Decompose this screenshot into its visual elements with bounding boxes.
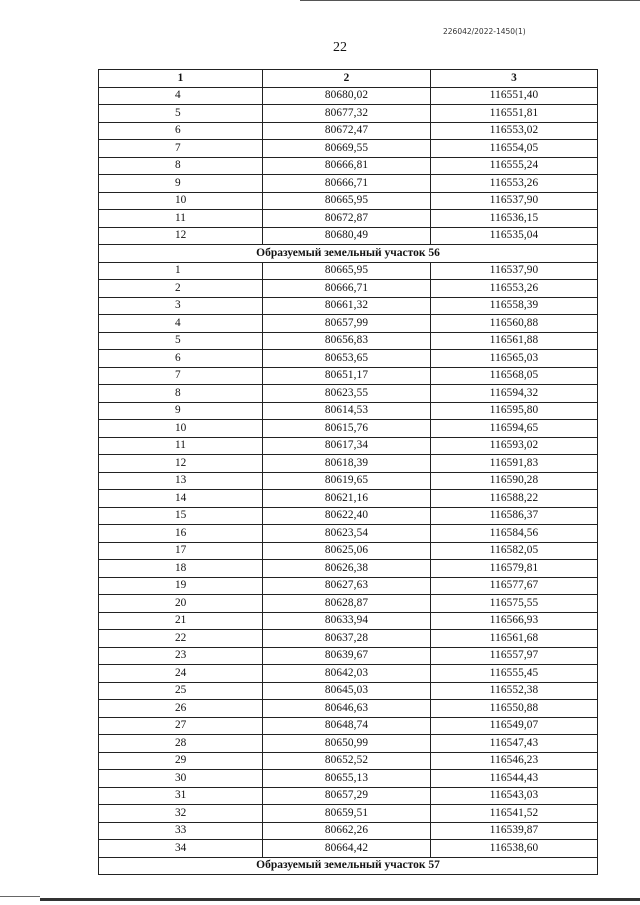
table-row [99,262,598,280]
point-number-cell: 3 [99,297,263,315]
x-coordinate-cell: 80666,81 [263,157,431,175]
table-row [99,332,598,350]
point-number-cell: 6 [99,122,263,140]
y-coordinate-cell: 116544,43 [431,770,598,788]
point-number-cell: 14 [99,490,263,508]
point-number-cell: 7 [99,140,263,158]
x-coordinate-cell: 80665,95 [263,192,431,210]
x-coordinate-cell: 80623,55 [263,385,431,403]
table-row [99,472,598,490]
x-coordinate-cell: 80677,32 [263,105,431,123]
y-coordinate-cell: 116537,90 [431,262,598,280]
y-coordinate-cell: 116553,26 [431,280,598,298]
y-coordinate-cell: 116553,02 [431,122,598,140]
x-coordinate-cell: 80633,94 [263,612,431,630]
y-coordinate-cell: 116568,05 [431,367,598,385]
x-coordinate-cell: 80627,63 [263,577,431,595]
point-number-cell: 32 [99,805,263,823]
x-coordinate-cell: 80621,16 [263,490,431,508]
x-coordinate-cell: 80623,54 [263,525,431,543]
point-number-cell: 5 [99,105,263,123]
y-coordinate-cell: 116541,52 [431,805,598,823]
point-number-cell: 15 [99,507,263,525]
table-row [99,280,598,298]
table-row [99,525,598,543]
y-coordinate-cell: 116594,32 [431,385,598,403]
x-coordinate-cell: 80672,87 [263,210,431,228]
table-row [99,210,598,228]
x-coordinate-cell: 80661,32 [263,297,431,315]
y-coordinate-cell: 116575,55 [431,595,598,613]
section-title-57: Образуемый земельный участок 57 [99,857,598,875]
point-number-cell: 21 [99,612,263,630]
table-row [99,665,598,683]
x-coordinate-cell: 80680,49 [263,227,431,245]
section-row [99,857,598,875]
table-row [99,840,598,858]
y-coordinate-cell: 116595,80 [431,402,598,420]
table-row [99,175,598,193]
x-coordinate-cell: 80615,76 [263,420,431,438]
point-number-cell: 1 [99,262,263,280]
x-coordinate-cell: 80651,17 [263,367,431,385]
x-coordinate-cell: 80655,13 [263,770,431,788]
table-row [99,630,598,648]
rows-group-b [99,262,598,857]
table-row [99,770,598,788]
point-number-cell: 17 [99,542,263,560]
x-coordinate-cell: 80657,99 [263,315,431,333]
point-number-cell: 29 [99,752,263,770]
table-row [99,157,598,175]
table-row [99,647,598,665]
y-coordinate-cell: 116566,93 [431,612,598,630]
section-title-56: Образуемый земельный участок 56 [99,245,598,263]
y-coordinate-cell: 116557,97 [431,647,598,665]
x-coordinate-cell: 80642,03 [263,665,431,683]
table-row [99,420,598,438]
point-number-cell: 16 [99,525,263,543]
point-number-cell: 25 [99,682,263,700]
table-row [99,700,598,718]
point-number-cell: 18 [99,560,263,578]
y-coordinate-cell: 116588,22 [431,490,598,508]
y-coordinate-cell: 116561,88 [431,332,598,350]
x-coordinate-cell: 80680,02 [263,87,431,105]
bottom-edge-rule-thin [0,896,40,897]
point-number-cell: 26 [99,700,263,718]
y-coordinate-cell: 116553,26 [431,175,598,193]
y-coordinate-cell: 116551,81 [431,105,598,123]
point-number-cell: 23 [99,647,263,665]
y-coordinate-cell: 116537,90 [431,192,598,210]
table-row [99,105,598,123]
section-header-57-group [99,857,598,875]
point-number-cell: 9 [99,402,263,420]
y-coordinate-cell: 116590,28 [431,472,598,490]
table-row [99,437,598,455]
table-row [99,542,598,560]
point-number-cell: 4 [99,87,263,105]
point-number-cell: 20 [99,595,263,613]
point-number-cell: 33 [99,822,263,840]
table-row [99,122,598,140]
y-coordinate-cell: 116549,07 [431,717,598,735]
table-row [99,315,598,333]
point-number-cell: 8 [99,385,263,403]
y-coordinate-cell: 116552,38 [431,682,598,700]
point-number-cell: 2 [99,280,263,298]
x-coordinate-cell: 80657,29 [263,787,431,805]
page-number: 22 [333,40,347,55]
x-coordinate-cell: 80625,06 [263,542,431,560]
y-coordinate-cell: 116535,04 [431,227,598,245]
rows-group-a [99,87,598,245]
y-coordinate-cell: 116555,24 [431,157,598,175]
table-row [99,717,598,735]
x-coordinate-cell: 80622,40 [263,507,431,525]
table-row [99,140,598,158]
x-coordinate-cell: 80614,53 [263,402,431,420]
x-coordinate-cell: 80672,47 [263,122,431,140]
point-number-cell: 10 [99,420,263,438]
y-coordinate-cell: 116577,67 [431,577,598,595]
y-coordinate-cell: 116543,03 [431,787,598,805]
table-row [99,402,598,420]
y-coordinate-cell: 116547,43 [431,735,598,753]
table-row [99,87,598,105]
x-coordinate-cell: 80659,51 [263,805,431,823]
x-coordinate-cell: 80653,65 [263,350,431,368]
table-row [99,595,598,613]
table-row [99,350,598,368]
x-coordinate-cell: 80645,03 [263,682,431,700]
point-number-cell: 5 [99,332,263,350]
point-number-cell: 12 [99,455,263,473]
x-coordinate-cell: 80666,71 [263,280,431,298]
point-number-cell: 7 [99,367,263,385]
y-coordinate-cell: 116561,68 [431,630,598,648]
x-coordinate-cell: 80650,99 [263,735,431,753]
x-coordinate-cell: 80652,52 [263,752,431,770]
x-coordinate-cell: 80656,83 [263,332,431,350]
table-row [99,192,598,210]
y-coordinate-cell: 116539,87 [431,822,598,840]
y-coordinate-cell: 116582,05 [431,542,598,560]
point-number-cell: 11 [99,437,263,455]
point-number-cell: 27 [99,717,263,735]
point-number-cell: 11 [99,210,263,228]
x-coordinate-cell: 80618,39 [263,455,431,473]
y-coordinate-cell: 116565,03 [431,350,598,368]
x-coordinate-cell: 80664,42 [263,840,431,858]
point-number-cell: 19 [99,577,263,595]
table-row [99,577,598,595]
y-coordinate-cell: 116558,39 [431,297,598,315]
x-coordinate-cell: 80619,65 [263,472,431,490]
y-coordinate-cell: 116538,60 [431,840,598,858]
y-coordinate-cell: 116536,15 [431,210,598,228]
x-coordinate-cell: 80662,26 [263,822,431,840]
x-coordinate-cell: 80628,87 [263,595,431,613]
x-coordinate-cell: 80617,34 [263,437,431,455]
table-row [99,612,598,630]
y-coordinate-cell: 116550,88 [431,700,598,718]
y-coordinate-cell: 116554,05 [431,140,598,158]
y-coordinate-cell: 116551,40 [431,87,598,105]
table-row [99,752,598,770]
y-coordinate-cell: 116579,81 [431,560,598,578]
x-coordinate-cell: 80646,63 [263,700,431,718]
point-number-cell: 9 [99,175,263,193]
y-coordinate-cell: 116560,88 [431,315,598,333]
point-number-cell: 22 [99,630,263,648]
column-header: 3 [431,70,598,88]
table-row [99,735,598,753]
top-edge-rule [300,0,640,1]
table-row [99,560,598,578]
point-number-cell: 28 [99,735,263,753]
point-number-cell: 31 [99,787,263,805]
table-row [99,507,598,525]
y-coordinate-cell: 116546,23 [431,752,598,770]
table-row [99,385,598,403]
point-number-cell: 13 [99,472,263,490]
section-row [99,245,598,263]
y-coordinate-cell: 116594,65 [431,420,598,438]
x-coordinate-cell: 80666,71 [263,175,431,193]
point-number-cell: 24 [99,665,263,683]
point-number-cell: 6 [99,350,263,368]
point-number-cell: 34 [99,840,263,858]
table-row [99,297,598,315]
table-row [99,787,598,805]
coordinates-table [98,69,598,875]
table-row [99,367,598,385]
x-coordinate-cell: 80669,55 [263,140,431,158]
point-number-cell: 30 [99,770,263,788]
table-row [99,227,598,245]
table-row [99,490,598,508]
point-number-cell: 12 [99,227,263,245]
column-header: 2 [263,70,431,88]
table-row [99,455,598,473]
table-row [99,822,598,840]
x-coordinate-cell: 80637,28 [263,630,431,648]
point-number-cell: 8 [99,157,263,175]
y-coordinate-cell: 116586,37 [431,507,598,525]
x-coordinate-cell: 80626,38 [263,560,431,578]
y-coordinate-cell: 116584,56 [431,525,598,543]
table-row [99,682,598,700]
section-header-56-group [99,245,598,263]
x-coordinate-cell: 80639,67 [263,647,431,665]
x-coordinate-cell: 80648,74 [263,717,431,735]
y-coordinate-cell: 116555,45 [431,665,598,683]
header-row [99,70,598,88]
y-coordinate-cell: 116591,83 [431,455,598,473]
bottom-edge-rule [40,898,640,901]
x-coordinate-cell: 80665,95 [263,262,431,280]
column-header: 1 [99,70,263,88]
table-row [99,805,598,823]
point-number-cell: 10 [99,192,263,210]
point-number-cell: 4 [99,315,263,333]
y-coordinate-cell: 116593,02 [431,437,598,455]
document-number: 226042/2022-1450(1) [443,27,526,36]
